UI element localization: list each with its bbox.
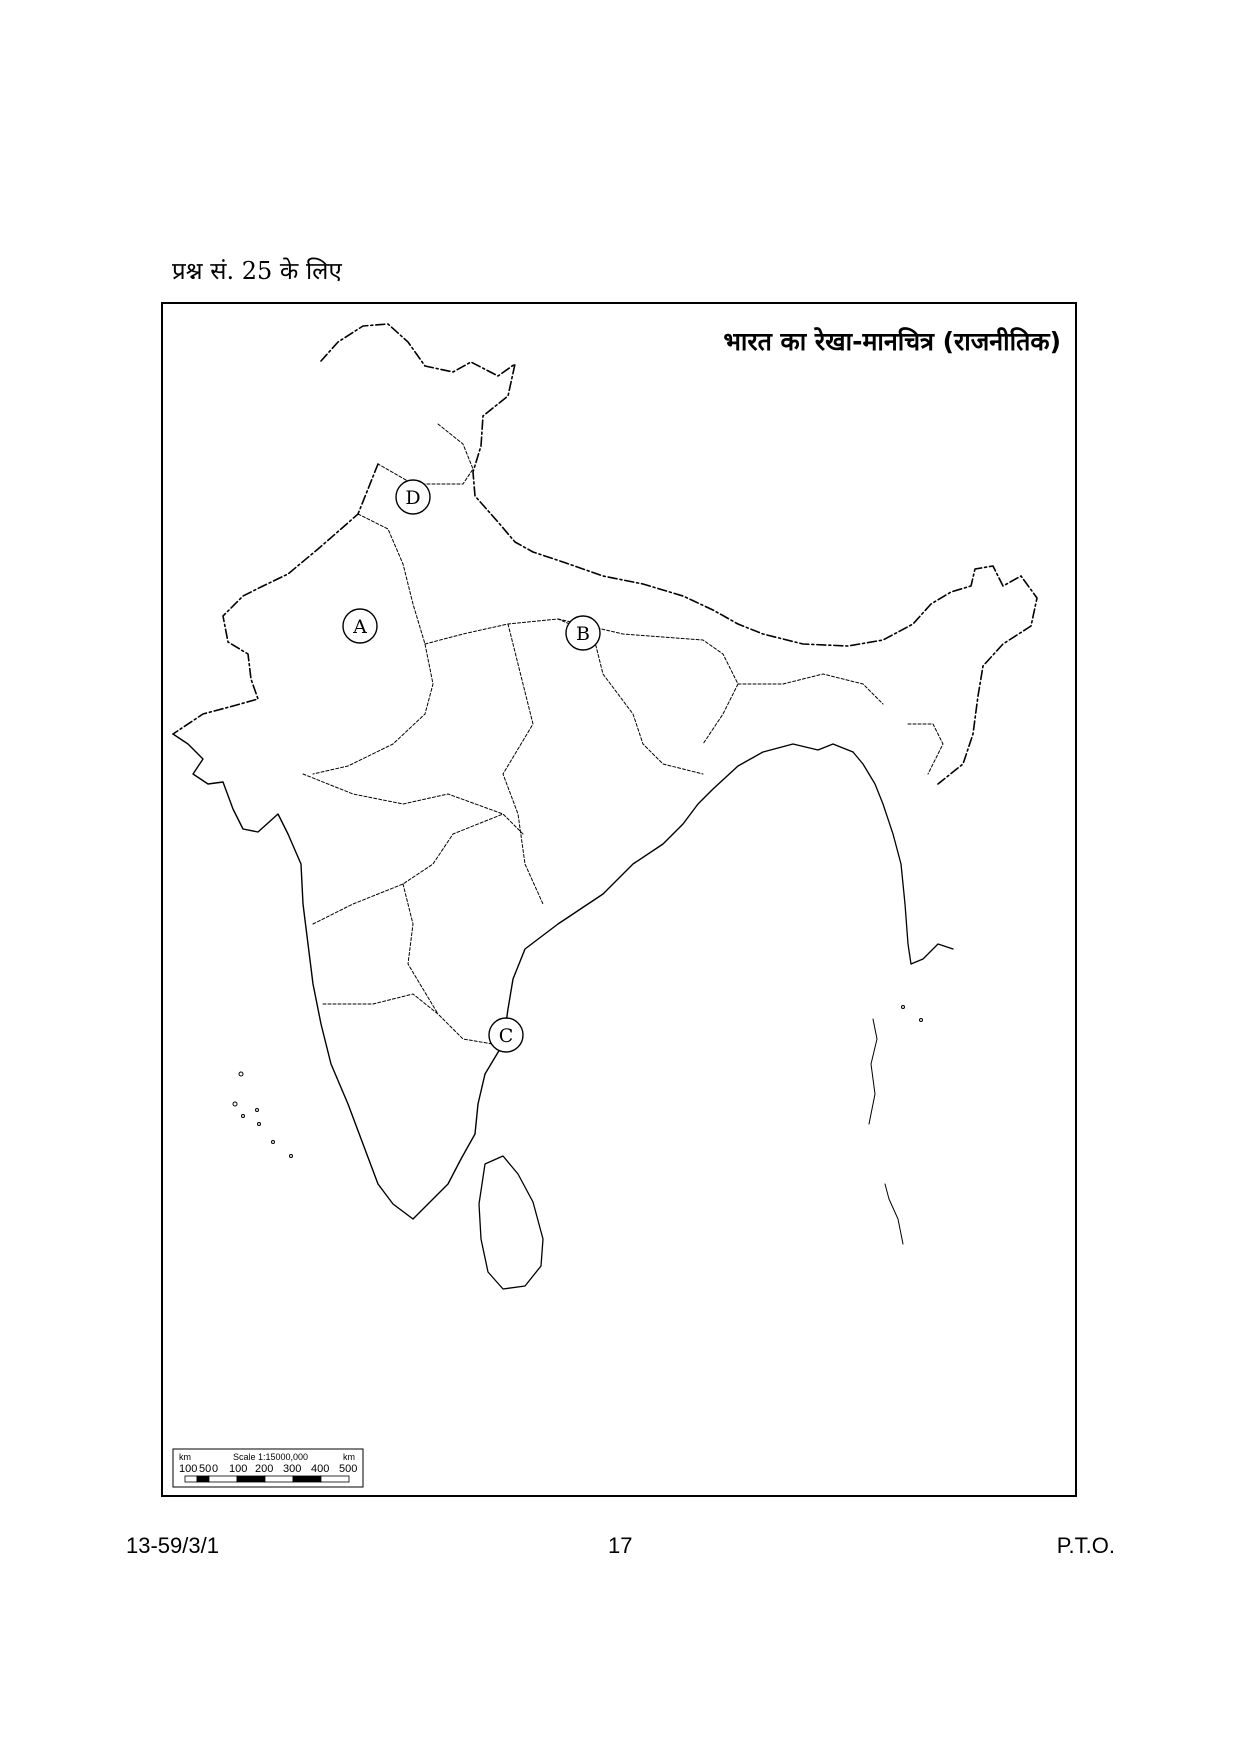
scale-tick: 300 xyxy=(283,1463,302,1475)
state-boundary xyxy=(908,724,943,774)
sri-lanka-outline xyxy=(479,1156,543,1289)
state-boundary xyxy=(303,774,523,834)
india-outline-map xyxy=(163,304,1075,1495)
svg-text:D: D xyxy=(405,487,421,509)
state-boundary xyxy=(738,674,883,704)
scale-tick: 100 xyxy=(179,1463,198,1475)
scale-unit-left: km xyxy=(179,1452,191,1462)
marker-a xyxy=(343,609,377,643)
state-boundary xyxy=(503,624,543,904)
svg-text:C: C xyxy=(498,1025,514,1047)
footer-page-number: 17 xyxy=(608,1533,633,1558)
footer-pto: P.T.O. xyxy=(1056,1533,1115,1558)
state-boundary xyxy=(313,814,503,924)
map-title: भारत का रेखा-मानचित्र (राजनीतिक) xyxy=(723,327,1061,356)
scale-tick: 200 xyxy=(255,1463,274,1475)
scale-tick: 100 xyxy=(229,1463,248,1475)
western-boundary xyxy=(173,464,378,734)
state-boundary xyxy=(603,674,703,774)
svg-text:B: B xyxy=(576,623,590,645)
state-boundary xyxy=(378,424,473,484)
state-boundary xyxy=(323,994,493,1044)
international-boundary xyxy=(321,324,1037,784)
scale-bar xyxy=(173,1449,363,1487)
east-coastline xyxy=(485,744,853,1074)
svg-text:A: A xyxy=(353,616,367,638)
question-reference: प्रश्न सं. 25 के लिए xyxy=(172,257,342,285)
map-markers xyxy=(343,480,600,1052)
scale-text: Scale 1:15000,000 xyxy=(233,1452,309,1462)
marker-c xyxy=(489,1018,523,1052)
scale-unit-right: km xyxy=(343,1452,355,1462)
scale-tick: 0 xyxy=(212,1463,219,1475)
state-boundary xyxy=(313,514,433,774)
marker-d xyxy=(396,480,430,514)
map-frame xyxy=(161,302,1077,1497)
footer-paper-code: 13-59/3/1 xyxy=(126,1533,219,1558)
scale-tick: 500 xyxy=(339,1463,358,1475)
marker-b xyxy=(566,616,600,650)
islands xyxy=(233,1006,923,1245)
west-coastline xyxy=(173,734,485,1219)
scale-tick: 400 xyxy=(311,1463,330,1475)
scale-tick: 50 xyxy=(199,1463,212,1475)
state-boundary xyxy=(403,884,438,1014)
